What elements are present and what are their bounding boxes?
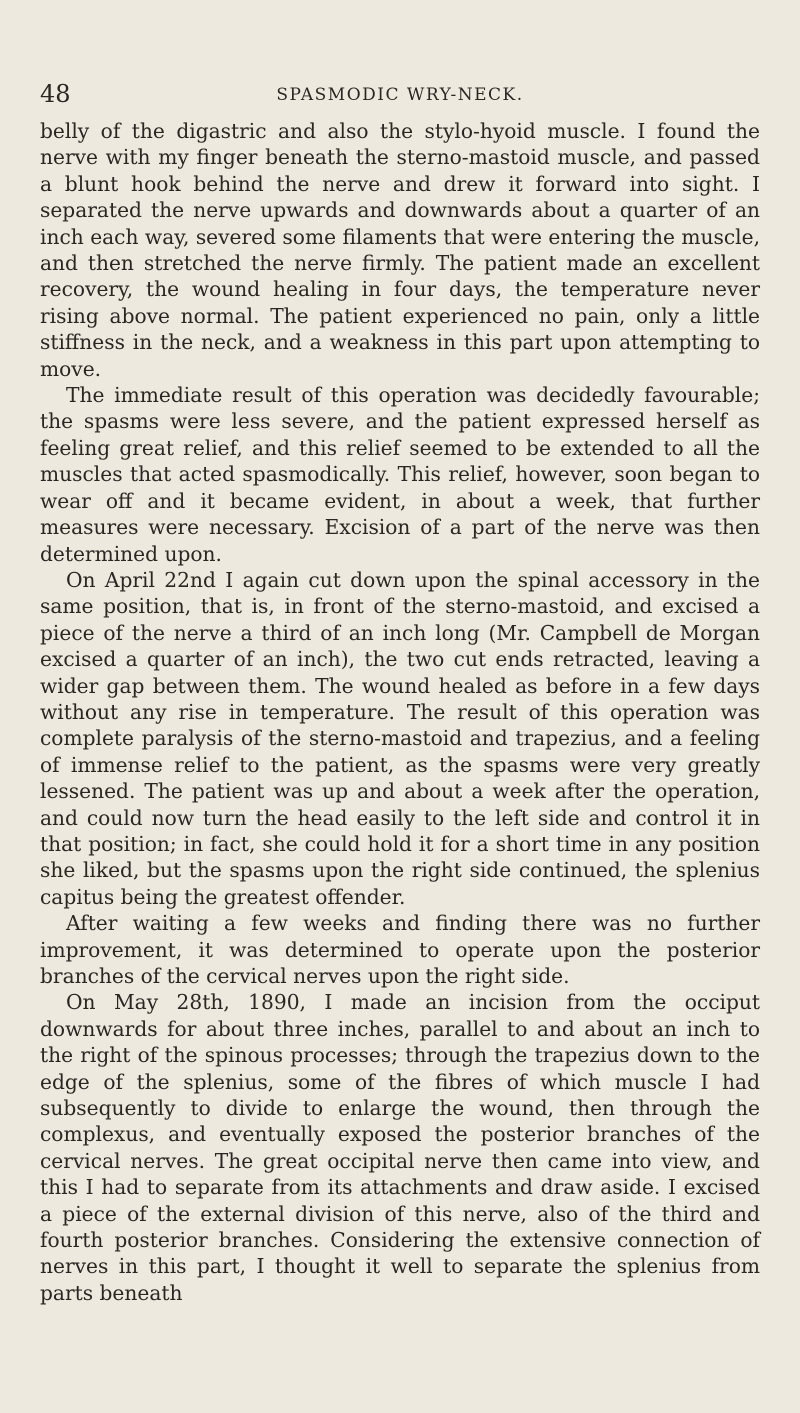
page-header: [40, 80, 760, 110]
paragraph: On May 28th, 1890, I made an incision from the occiput downwards for about three inches, parallel to and about an inch to the right of the spinous processes; through the trapezius down to the edge of the splenius, some of the fibres of which muscle I had subsequently to divide to enlarge the wound, then through the complexus, and eventually exposed the posterior branches of the cervical nerves. The great occipital nerve then came into view, and this I had to separate from its attachments and draw aside. I excised a piece of the external division of this nerve, also of the third and fourth posterior branches. Considering the extensive connection of nerves in this part, I thought it well to separate the splenius from parts beneath: [40, 990, 760, 1305]
paragraph: On April 22nd I again cut down upon the spinal accessory in the same position, that is, in front of the sterno-mastoid, and excised a piece of the nerve a third of an inch long (Mr. Campbell de Morgan excised a quarter of an inch), the two cut ends retracted, leaving a wider gap between them. The wound healed as before in a few days without any rise in temperature. The result of this operation was complete paralysis of the sterno-mastoid and trapezius, and a feeling of immense relief to the patient, as the spasms were very greatly lessened. The patient was up and about a week after the operation, and could now turn the head easily to the left side and control it in that position; in fact, she could hold it for a short time in any position she liked, but the spasms upon the right side continued, the splenius capitus being the greatest offender.: [40, 567, 760, 909]
paragraph: After waiting a few weeks and finding there was no further improvement, it was determined to operate upon the posterior branches of the cervical nerves upon the right side.: [40, 911, 760, 988]
page-number: 48: [40, 80, 71, 108]
body-text: [40, 118, 760, 1306]
paragraph-continued: belly of the digastric and also the stylo-hyoid muscle. I found the nerve with my finger beneath the sterno-mastoid muscle, and passed a blunt hook behind the nerve and drew it forward into sight. I separated the nerve upwards and downwards about a quarter of an inch each way, severed some filaments that were entering the muscle, and then stretched the nerve firmly. The patient made an excellent recovery, the wound healing in four days, the temperature never rising above normal. The patient experienced no pain, only a little stiffness in the neck, and a weakness in this part upon attempting to move.: [40, 119, 760, 381]
paragraph: The immediate result of this operation was decidedly favourable; the spasms were less severe, and the patient expressed herself as feeling great relief, and this relief seemed to be extended to all the muscles that acted spasmodically. This relief, however, soon began to wear off and it became evident, in about a week, that further measures were necessary. Excision of a part of the nerve was then determined upon.: [40, 383, 760, 566]
running-head: SPASMODIC WRY-NECK.: [276, 85, 524, 105]
